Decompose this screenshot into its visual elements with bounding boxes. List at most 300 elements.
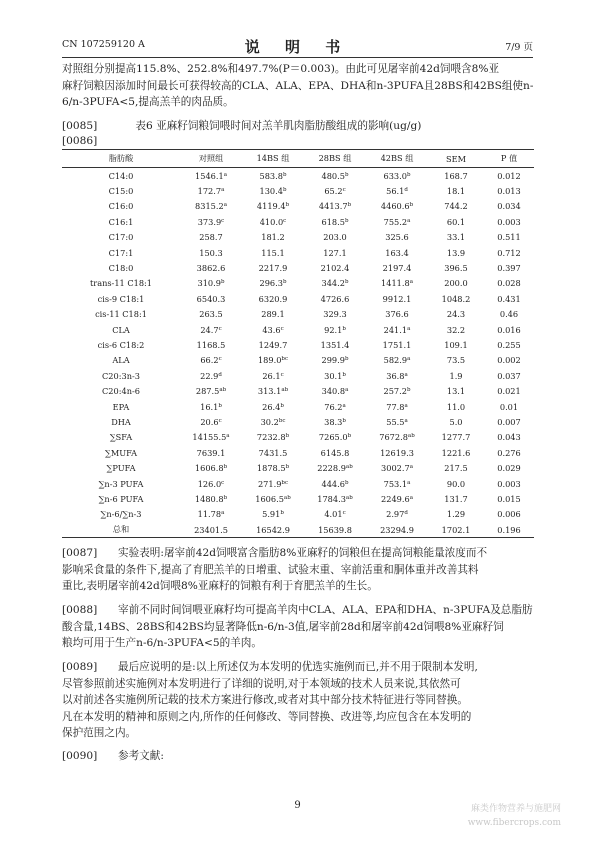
p-value-cell: 0.037	[497, 370, 521, 381]
significance-letter: b	[285, 433, 290, 440]
significance-letter: c	[218, 356, 222, 363]
fatty-acid-name: 总和	[62, 522, 180, 538]
document-title: 说 明 书	[244, 38, 351, 56]
p-value-cell: 0.511	[497, 232, 521, 243]
value-cell: 15639.8	[304, 522, 366, 538]
site-watermark	[468, 802, 561, 830]
value-cell: 7431.5	[258, 447, 288, 458]
fatty-acid-name: C17:0	[108, 232, 134, 243]
column-header: SEM	[428, 150, 484, 168]
text-line: 影响采食量的条件下,提高了育肥羔羊的日增重、试验末重、宰前活重和胴体重并改善其料	[62, 563, 479, 576]
sem-cell: 73.5	[446, 355, 466, 366]
significance-letter: c	[218, 325, 222, 332]
text-line: [0090] 参考文献:	[62, 748, 533, 765]
watermark-url: www.fibercrops.com	[467, 818, 561, 828]
sem-cell: 217.5	[444, 463, 468, 474]
value-cell: 299.9$^b$	[321, 355, 349, 366]
significance-letter: c	[221, 217, 225, 224]
value-cell: 753.1$^a$	[383, 478, 411, 489]
significance-letter: c	[218, 417, 222, 424]
fatty-acid-name: ∑n-6/∑n-3	[100, 509, 142, 520]
value-cell: 22.9$^d$	[200, 370, 222, 381]
significance-letter: b	[285, 202, 290, 209]
value-cell: 30.2$^{bc}$	[260, 416, 286, 427]
value-cell: 4119.4$^b$	[256, 201, 290, 212]
sem-cell: 109.1	[444, 339, 468, 350]
page-header	[62, 36, 533, 54]
value-cell: 38.3$^b$	[324, 416, 346, 427]
value-cell: 6320.9	[258, 293, 288, 304]
value-cell: 189.0$^{bc}$	[257, 355, 289, 366]
text-line: 凡在本发明的精神和原则之内,所作的任何修改、等同替换、改进等,均应包含在本发明的	[62, 710, 472, 723]
value-cell: 376.6	[385, 309, 409, 320]
sem-cell: 168.7	[444, 170, 468, 181]
significance-letter: a	[407, 356, 411, 363]
table-row	[62, 368, 534, 383]
fatty-acid-name: DHA	[111, 416, 131, 427]
fatty-acid-name: ∑PUFA	[106, 463, 136, 474]
text-line: 酸含量,14BS、28BS和42BS均显著降低n-6/n-3值,屠宰前28d和屠宰前42d饲喂8%亚麻籽饲	[62, 620, 504, 633]
value-cell: 258.7	[199, 232, 223, 243]
value-cell: 2217.9	[258, 263, 288, 274]
value-cell: 23294.9	[366, 522, 428, 538]
p-value-cell: 0.002	[497, 355, 521, 366]
value-cell: 9912.1	[382, 293, 412, 304]
value-cell: 1878.5$^b$	[256, 463, 290, 474]
significance-letter: a	[404, 402, 408, 409]
sem-cell: 32.2	[446, 324, 466, 335]
significance-letter: c	[221, 479, 225, 486]
value-cell: 126.0$^c$	[197, 478, 225, 489]
value-cell: 263.5	[199, 309, 223, 320]
fatty-acid-name: C16:0	[108, 201, 134, 212]
value-cell: 583.8$^b$	[259, 170, 287, 181]
value-cell: 1351.4	[320, 339, 350, 350]
paragraph-number: [0089]	[62, 661, 98, 673]
p-value-cell: 0.015	[497, 493, 521, 504]
significance-letter: c	[342, 510, 346, 517]
sem-cell: 1702.1	[428, 522, 484, 538]
sem-cell: 33.1	[446, 232, 466, 243]
value-cell: 4.01$^c$	[324, 509, 346, 520]
p-value-cell: 0.01	[499, 401, 519, 412]
value-cell: 16542.9	[242, 522, 304, 538]
table-row	[62, 383, 534, 398]
paragraph-number: [0087]	[62, 547, 98, 559]
significance-letter: d	[218, 371, 222, 378]
p-value-cell: 0.028	[497, 278, 521, 289]
sem-cell: 13.9	[446, 247, 466, 258]
table-row	[62, 291, 534, 306]
significance-letter: b	[409, 202, 414, 209]
significance-letter: a	[404, 371, 408, 378]
p-value-cell: 0.003	[497, 478, 521, 489]
significance-letter: b	[342, 325, 346, 332]
value-cell: 76.2$^a$	[324, 401, 346, 412]
value-cell: 7232.8$^b$	[256, 432, 290, 443]
value-cell: 582.9$^a$	[383, 355, 411, 366]
p-value-cell: 0.006	[497, 509, 521, 520]
significance-letter: a	[223, 202, 227, 209]
text-line: [0089] 最后应说明的是:以上所述仅为本发明的优选实施例而已,并不用于限制本发明,	[62, 659, 533, 676]
table-caption: 表6 亚麻籽饲粮饲喂时间对羔羊肌肉脂肪酸组成的影响(ug/g)	[135, 120, 422, 132]
fatty-acid-name: C18:0	[108, 263, 134, 274]
significance-letter: b	[347, 202, 352, 209]
value-cell: 1411.8$^a$	[381, 278, 413, 289]
table-row	[62, 168, 534, 184]
table-row	[62, 430, 534, 445]
text-line: 保护范围之内。	[62, 727, 137, 739]
significance-letter: b	[223, 494, 228, 501]
table-row	[62, 245, 534, 260]
value-cell: 6540.3	[196, 293, 226, 304]
fatty-acid-name: ∑MUFA	[104, 447, 137, 458]
value-cell: 287.5$^{ab}$	[195, 386, 227, 397]
paragraph-0088	[62, 602, 533, 652]
value-cell: 340.8$^a$	[321, 386, 349, 397]
sem-cell: 1277.7	[441, 432, 471, 443]
value-cell: 115.1	[261, 247, 285, 258]
p-value-cell: 0.003	[497, 216, 521, 227]
p-value-cell: 0.043	[497, 432, 521, 443]
significance-letter: b	[282, 171, 287, 178]
value-cell: 6145.8	[320, 447, 350, 458]
value-cell: 26.4$^b$	[262, 401, 284, 412]
text-line: 6/n-3PUFA<5,提高羔羊的肉品质。	[62, 96, 234, 108]
column-header: 42BS 组	[366, 150, 428, 168]
sem-cell: 90.0	[446, 478, 466, 489]
value-cell: 181.2	[261, 232, 285, 243]
fatty-acid-name: trans-11 C18:1	[90, 278, 152, 289]
p-value-cell: 0.007	[497, 416, 521, 427]
significance-letter: ab	[345, 464, 353, 471]
value-cell: 241.1$^a$	[383, 324, 411, 335]
value-cell: 14155.5$^a$	[192, 432, 230, 443]
significance-letter: b	[282, 279, 287, 286]
text-line: 尽管参照前述实施例对本发明进行了详细的说明,对于本领域的技术人员来说,其依然可	[62, 677, 461, 690]
intro-paragraph	[62, 61, 533, 111]
paragraph-number: [0088]	[62, 604, 98, 616]
fatty-acid-name: C14:0	[108, 170, 134, 181]
value-cell: 66.2$^c$	[200, 355, 222, 366]
value-cell: 5.91$^b$	[262, 509, 284, 520]
significance-letter: ab	[283, 494, 291, 501]
table-row	[62, 276, 534, 291]
value-cell: 755.2$^a$	[383, 216, 411, 227]
value-cell: 55.5$^a$	[386, 416, 408, 427]
value-cell: 56.1$^d$	[386, 186, 408, 197]
value-cell: 2228.9$^{ab}$	[317, 463, 353, 474]
p-value-cell: 0.016	[497, 324, 521, 335]
significance-letter: b	[344, 217, 349, 224]
p-value-cell: 0.431	[497, 293, 521, 304]
value-cell: 310.9$^b$	[197, 278, 225, 289]
page-number: 9	[294, 800, 301, 811]
value-cell: 23401.5	[180, 522, 242, 538]
fatty-acid-name: CLA	[112, 324, 130, 335]
significance-letter: a	[221, 510, 225, 517]
table-row	[62, 399, 534, 414]
significance-letter: c	[280, 325, 284, 332]
significance-letter: b	[347, 433, 352, 440]
significance-letter: a	[409, 279, 413, 286]
p-value-cell: 0.46	[499, 309, 519, 320]
value-cell: 444.6$^b$	[321, 478, 349, 489]
p-value-cell: 0.012	[497, 170, 521, 181]
fatty-acid-name: C20:4n-6	[102, 386, 140, 397]
value-cell: 7639.1	[196, 447, 226, 458]
value-cell: 16.1$^b$	[200, 401, 222, 412]
column-header: 脂肪酸	[62, 150, 180, 168]
significance-letter: b	[218, 402, 222, 409]
fatty-acid-name: ∑SFA	[109, 432, 133, 443]
paragraph-0089	[62, 659, 533, 742]
patent-number: CN 107259120 A	[62, 39, 145, 50]
significance-letter: b	[342, 371, 346, 378]
fatty-acid-name: cis-11 C18:1	[95, 309, 147, 320]
paragraph-number: [0085]	[62, 120, 98, 132]
fatty-acid-name: C16:1	[108, 216, 134, 227]
value-cell: 26.1$^c$	[262, 370, 284, 381]
significance-letter: b	[280, 402, 284, 409]
column-header: 14BS 组	[242, 150, 304, 168]
sem-cell: 744.2	[444, 201, 468, 212]
fatty-acid-name: C15:0	[108, 186, 134, 197]
value-cell: 92.1$^b$	[324, 324, 346, 335]
significance-letter: a	[345, 387, 349, 394]
value-cell: 77.8$^a$	[386, 401, 408, 412]
value-cell: 43.6$^c$	[262, 324, 284, 335]
significance-letter: b	[282, 187, 287, 194]
sem-cell: 13.1	[446, 386, 466, 397]
value-cell: 2249.6$^a$	[381, 493, 413, 504]
table-row	[62, 353, 534, 368]
table-row	[62, 445, 534, 460]
sem-cell: 1048.2	[441, 293, 471, 304]
value-cell: 130.4$^b$	[259, 186, 287, 197]
value-cell: 36.8$^a$	[386, 370, 408, 381]
fatty-acid-name: C17:1	[108, 247, 134, 258]
column-header: P 值	[484, 150, 534, 168]
table-caption-row	[62, 118, 533, 133]
value-cell: 1480.8$^b$	[194, 493, 228, 504]
value-cell: 2197.4	[382, 263, 412, 274]
table-row	[62, 183, 534, 198]
significance-letter: ab	[219, 387, 227, 394]
fatty-acid-name: ∑n-3 PUFA	[98, 478, 144, 489]
fatty-acid-name: EPA	[112, 401, 130, 412]
page-of-label: 7/9 页	[505, 42, 533, 53]
value-cell: 1784.3$^{ab}$	[317, 493, 353, 504]
table-row	[62, 307, 534, 322]
value-cell: 1606.5$^{ab}$	[255, 493, 291, 504]
p-value-cell: 0.013	[497, 186, 521, 197]
value-cell: 7265.0$^b$	[318, 432, 352, 443]
text-line: 粮均可用于生产n-6/n-3PUFA<5的羊肉。	[62, 637, 262, 649]
significance-letter: b	[223, 464, 228, 471]
value-cell: 257.2$^b$	[383, 386, 411, 397]
header-divider	[62, 57, 533, 58]
table-row	[62, 414, 534, 429]
sem-cell: 5.0	[449, 416, 463, 427]
significance-letter: b	[342, 417, 346, 424]
value-cell: 4413.7$^b$	[318, 201, 352, 212]
value-cell: 289.1	[261, 309, 285, 320]
value-cell: 1546.1$^a$	[195, 170, 227, 181]
p-value-cell: 0.276	[497, 447, 521, 458]
column-header: 28BS 组	[304, 150, 366, 168]
value-cell: 296.3$^b$	[259, 278, 287, 289]
significance-letter: b	[406, 171, 411, 178]
table-row	[62, 337, 534, 352]
value-cell: 1751.1	[382, 339, 412, 350]
value-cell: 1606.8$^b$	[194, 463, 228, 474]
value-cell: 163.4	[385, 247, 409, 258]
sem-cell: 60.1	[446, 216, 466, 227]
sem-cell: 396.5	[444, 263, 468, 274]
sem-cell: 1.9	[449, 370, 463, 381]
value-cell: 65.2$^c$	[324, 186, 346, 197]
significance-letter: b	[280, 510, 284, 517]
table-row	[62, 230, 534, 245]
significance-letter: d	[404, 187, 408, 194]
value-cell: 618.5$^b$	[321, 216, 349, 227]
value-cell: 7672.8$^{ab}$	[379, 432, 415, 443]
sem-cell: 1.29	[446, 509, 466, 520]
significance-letter: a	[409, 494, 413, 501]
significance-letter: c	[283, 217, 287, 224]
value-cell: 150.3	[199, 247, 223, 258]
paragraph-0087	[62, 545, 533, 595]
value-cell: 127.1	[323, 247, 347, 258]
significance-letter: b	[344, 479, 349, 486]
value-cell: 4726.6	[320, 293, 350, 304]
value-cell: 11.78$^a$	[197, 509, 225, 520]
table-header-row	[62, 150, 534, 168]
text-line: [0087] 实验表明:屠宰前42d饲喂富含脂肪8%亚麻籽的饲粮但在提高饲粮能量浓度而不	[62, 545, 533, 562]
table-row	[62, 199, 534, 214]
value-cell: 4460.6$^b$	[380, 201, 414, 212]
table-row	[62, 322, 534, 337]
table-row	[62, 507, 534, 522]
significance-letter: a	[223, 171, 227, 178]
significance-letter: a	[407, 325, 411, 332]
fatty-acid-name: C20:3n-3	[102, 370, 140, 381]
significance-letter: bc	[281, 356, 289, 363]
value-cell: 271.9$^{bc}$	[257, 478, 289, 489]
value-cell: 480.5$^b$	[321, 170, 349, 181]
value-cell: 313.1$^{ab}$	[257, 386, 289, 397]
sem-cell: 18.1	[446, 186, 466, 197]
significance-letter: a	[342, 402, 346, 409]
significance-letter: b	[344, 279, 349, 286]
table-row	[62, 476, 534, 491]
value-cell: 203.0	[323, 232, 347, 243]
p-value-cell: 0.021	[497, 386, 521, 397]
sem-cell: 1221.6	[441, 447, 471, 458]
significance-letter: b	[344, 356, 349, 363]
table-row	[62, 214, 534, 229]
sem-cell: 11.0	[446, 401, 466, 412]
significance-letter: ab	[281, 387, 289, 394]
significance-letter: a	[226, 433, 230, 440]
watermark-text: 麻类作物营养与施肥网	[470, 804, 561, 814]
column-header: 对照组	[180, 150, 242, 168]
p-value-cell: 0.196	[484, 522, 534, 538]
fatty-acid-table	[62, 149, 534, 538]
significance-letter: c	[342, 187, 346, 194]
value-cell: 2102.4	[320, 263, 350, 274]
value-cell: 373.9$^c$	[197, 216, 225, 227]
p-value-cell: 0.712	[497, 247, 521, 258]
text-line: [0088] 宰前不同时间饲喂亚麻籽均可提高羊肉中CLA、ALA、EPA和DHA、n-3PUFA及总脂肪	[62, 602, 533, 619]
significance-letter: bc	[278, 417, 286, 424]
paragraph-0090	[62, 748, 533, 765]
sem-cell: 200.0	[444, 278, 468, 289]
paragraph-number: [0086]	[62, 135, 98, 147]
value-cell: 329.3	[323, 309, 347, 320]
significance-letter: a	[407, 217, 411, 224]
p-value-cell: 0.255	[497, 339, 521, 350]
table-row	[62, 260, 534, 275]
text-line: 以对前述各实施例所记载的技术方案进行修改,或者对其中部分技术特征进行等同替换。	[62, 694, 468, 706]
sem-cell: 24.3	[446, 309, 466, 320]
significance-letter: a	[404, 417, 408, 424]
significance-letter: b	[344, 171, 349, 178]
table-row	[62, 522, 534, 538]
significance-letter: a	[409, 464, 413, 471]
value-cell: 325.6	[385, 232, 409, 243]
significance-letter: a	[221, 187, 225, 194]
p-value-cell: 0.397	[497, 263, 521, 274]
significance-letter: c	[280, 371, 284, 378]
value-cell: 172.7$^a$	[197, 186, 225, 197]
p-value-cell: 0.029	[497, 463, 521, 474]
significance-letter: b	[406, 387, 411, 394]
value-cell: 1168.5	[196, 339, 226, 350]
significance-letter: ab	[345, 494, 353, 501]
value-cell: 1249.7	[258, 339, 288, 350]
value-cell: 8315.2$^a$	[195, 201, 227, 212]
significance-letter: ab	[407, 433, 415, 440]
significance-letter: b	[285, 464, 290, 471]
fatty-acid-name: cis-9 C18:1	[97, 293, 145, 304]
table-row	[62, 460, 534, 475]
significance-letter: bc	[281, 479, 289, 486]
table-row	[62, 491, 534, 506]
significance-letter: a	[407, 479, 411, 486]
fatty-acid-name: cis-6 C18:2	[97, 339, 145, 350]
paragraph-number: [0090]	[62, 750, 98, 762]
text-line: 重比,表明屠宰前42d饲喂8%亚麻籽的饲粮有利于育肥羔羊的生长。	[62, 580, 378, 592]
fatty-acid-name: ALA	[112, 355, 130, 366]
value-cell: 24.7$^c$	[200, 324, 222, 335]
text-line: 麻籽饲粮因添加时间最长可获得较高的CLA、ALA、EPA、DHA和n-3PUFA且28BS和42BS组使n-	[62, 79, 533, 92]
value-cell: 344.2$^b$	[321, 278, 349, 289]
fatty-acid-name: ∑n-6 PUFA	[98, 493, 144, 504]
value-cell: 20.6$^c$	[200, 416, 222, 427]
value-cell: 12619.3	[380, 447, 414, 458]
value-cell: 633.0$^b$	[383, 170, 411, 181]
text-line: 对照组分别提高115.8%、252.8%和497.7%(P＝0.003)。由此可见屠宰前42d饲喂含8%亚	[62, 63, 500, 75]
significance-letter: d	[404, 510, 408, 517]
value-cell: 2.97$^d$	[386, 509, 408, 520]
sem-cell: 131.7	[444, 493, 468, 504]
value-cell: 30.1$^b$	[324, 370, 346, 381]
p-value-cell: 0.034	[497, 201, 521, 212]
significance-letter: b	[220, 279, 225, 286]
value-cell: 3862.6	[196, 263, 226, 274]
